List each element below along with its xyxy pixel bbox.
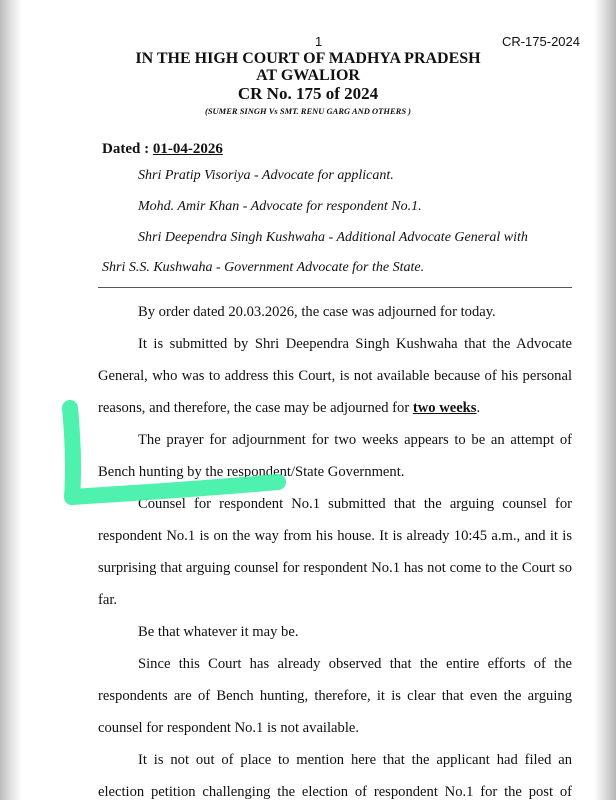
page-number: 1 — [315, 34, 323, 49]
paragraph-6: Since this Court has already observed that the entire efforts of the respondents are of Bench hunting, therefore, it is clear that even the arguing counsel for respondent No.1 is not available. — [98, 656, 572, 736]
paragraph-2 — [98, 328, 572, 424]
order-body — [98, 296, 572, 808]
bench-name: AT GWALIOR — [256, 67, 360, 84]
divider-rule — [98, 287, 572, 288]
case-parties: (SUMER SINGH Vs SMT. RENU GARG AND OTHERS ) — [204, 106, 412, 116]
paragraph-1: By order dated 20.03.2026, the case was adjourned for today. — [138, 304, 496, 320]
appearance-applicant: Shri Pratip Visoriya - Advocate for applicant. — [138, 168, 394, 183]
paragraph-5: Be that whatever it may be. — [138, 624, 299, 640]
paragraph-7: It is not out of place to mention here that the applicant had filed an election petition challenging the election of respondent No.1 for the post of — [98, 752, 572, 800]
two-weeks-underlined: two weeks — [412, 400, 477, 416]
order-date — [102, 141, 223, 158]
page-edge-right — [594, 0, 616, 800]
paragraph-2-end: . — [476, 400, 481, 416]
appearance-respondent: Mohd. Amir Khan - Advocate for respondent No.1. — [138, 199, 422, 214]
appearance-state-ga: Shri S.S. Kushwaha - Government Advocate for the State. — [102, 260, 425, 275]
paragraph-4: Counsel for respondent No.1 submitted that the arguing counsel for respondent No.1 is on the way from his house. It is already 10:45 a.m., and it is surprising that arguing counsel for respondent No.1 has not come to the Court so far. — [98, 496, 572, 608]
paragraph-3: The prayer for adjournment for two weeks appears to be an attempt of Bench hunting by the respondent/State Government. — [98, 432, 572, 480]
appearance-state-aag: Shri Deependra Singh Kushwaha - Additional Advocate General with — [138, 230, 528, 245]
date-value: 01-04-2026 — [152, 141, 223, 157]
document-header — [0, 50, 616, 117]
paragraph-2-text: It is submitted by Shri Deependra Singh Kushwaha that the Advocate General, who was to address this Court, is not available because of his personal reasons, and therefore, the case may be adjourned for — [98, 336, 572, 416]
case-number: CR No. 175 of 2024 — [237, 84, 379, 103]
court-name: IN THE HIGH COURT OF MADHYA PRADESH — [135, 50, 481, 67]
case-reference: CR-175-2024 — [501, 34, 580, 49]
date-label: Dated : — [102, 141, 153, 157]
page-edge-left — [0, 0, 22, 800]
